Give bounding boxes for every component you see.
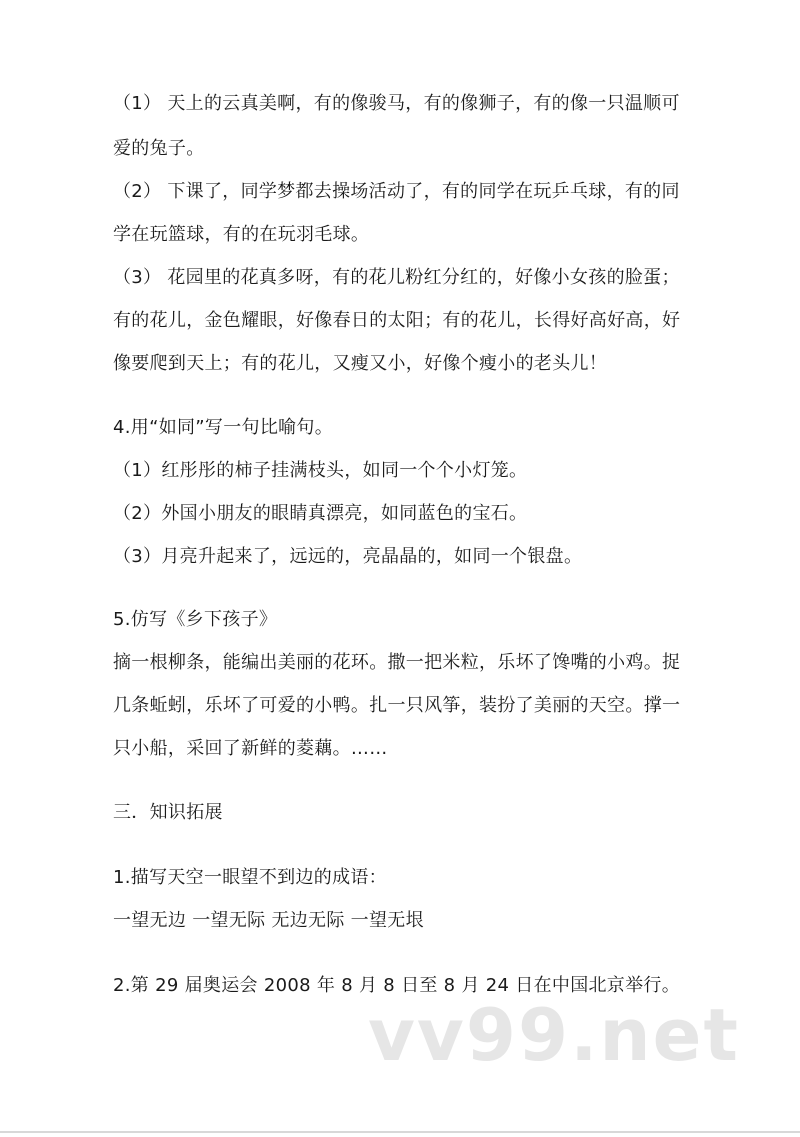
text-line: 学在玩篮球，有的在玩羽毛球。: [113, 224, 370, 245]
text-line: 2.第 29 届奥运会 2008 年 8 月 8 日至 8 月 24 日在中国北京举行。: [113, 975, 681, 996]
text-line: 几条蚯蚓，乐坏了可爱的小鸭。扎一只风筝，装扮了美丽的天空。撑一: [113, 695, 681, 716]
text-line: （2）外国小朋友的眼睛真漂亮，如同蓝色的宝石。: [113, 503, 528, 524]
text-line: （1） 天上的云真美啊，有的像骏马，有的像狮子，有的像一只温顺可: [113, 93, 680, 114]
section-heading: 4.用“如同”写一句比喻句。: [113, 417, 334, 438]
text-line: 一望无边 一望无际 无边无际 一望无垠: [113, 910, 424, 931]
text-line: 摘一根柳条，能编出美丽的花环。撒一把米粒，乐坏了馋嘴的小鸡。捉: [113, 652, 681, 673]
text-line: 只小船，采回了新鲜的菱藕。……: [113, 738, 388, 759]
text-line: （3）月亮升起来了，远远的，亮晶晶的，如同一个银盘。: [113, 546, 583, 567]
text-line: 爱的兔子。: [113, 138, 205, 159]
text-line: （2） 下课了，同学梦都去操场活动了，有的同学在玩乒乓球，有的同: [113, 181, 680, 202]
section-heading: 1.描写天空一眼望不到边的成语：: [113, 867, 387, 888]
text-line: （3） 花园里的花真多呀，有的花儿粉红分红的，好像小女孩的脸蛋；: [113, 267, 680, 288]
page-bottom-divider: [0, 1131, 800, 1133]
section-heading: 5.仿写《乡下孩子》: [113, 609, 278, 630]
section-heading: 三．知识拓展: [113, 802, 223, 823]
text-line: 像要爬到天上；有的花儿，又瘦又小，好像个瘦小的老头儿！: [113, 353, 608, 374]
watermark: vv99.net: [368, 993, 740, 1077]
text-line: 有的花儿，金色耀眼，好像春日的太阳；有的花儿，长得好高好高，好: [113, 310, 681, 331]
text-line: （1）红彤彤的柿子挂满枝头，如同一个个小灯笼。: [113, 460, 528, 481]
